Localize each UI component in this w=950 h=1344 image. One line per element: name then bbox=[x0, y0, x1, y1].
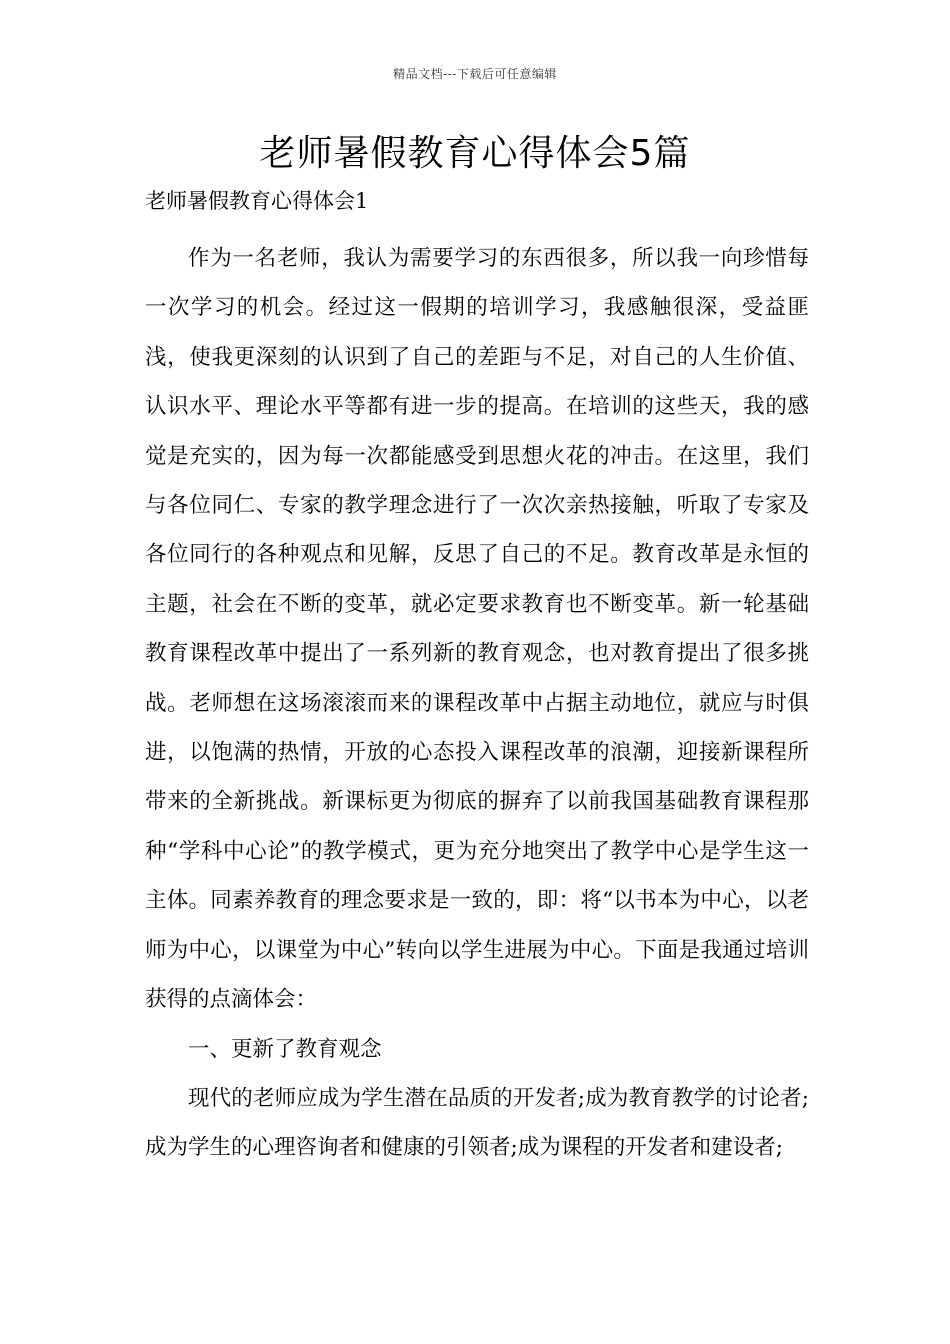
section-heading: 老师暑假教育心得体会1 bbox=[145, 189, 369, 213]
header-note: 精品文档---下载后可任意编辑 bbox=[393, 67, 557, 81]
document-body bbox=[145, 234, 809, 1173]
subheading-update-concepts: 一、更新了教育观念 bbox=[188, 1036, 382, 1062]
paragraph-intro: 作为一名老师，我认为需要学习的东西很多，所以我一向珍惜每一次学习的机会。经过这一假期的培训学习，我感触很深，受益匪浅，使我更深刻的认识到了自己的差距与不足，对自己的人生价值、认识水平、理论水平等都有进一步的提高。在培训的这些天，我的感觉是充实的，因为每一次都能感受到思想火花的冲击。在这里，我们与各位同仁、专家的教学理念进行了一次次亲热接触，听取了专家及各位同行的各种观点和见解，反思了自己的不足。教育改革是永恒的主题，社会在不断的变革，就必定要求教育也不断变革。新一轮基础教育课程改革中提出了一系列新的教育观念，也对教育提出了很多挑战。老师想在这场滚滚而来的课程改革中占据主动地位，就应与时俱进，以饱满的热情，开放的心态投入课程改革的浪潮，迎接新课程所带来的全新挑战。新课标更为彻底的摒弃了以前我国基础教育课程那种“学科中心论”的教学模式，更为充分地突出了教学中心是学生这一主体。同素养教育的理念要求是一致的，即：将“以书本为中心，以老师为中心，以课堂为中心”转向以学生进展为中心。下面是我通过培训获得的点滴体会： bbox=[145, 246, 809, 1013]
paragraph-modern-teacher: 现代的老师应成为学生潜在品质的开发者;成为教育教学的讨论者;成为学生的心理咨询者和健康的引领者;成为课程的开发者和建设者; bbox=[145, 1085, 809, 1161]
document-title: 老师暑假教育心得体会5篇 bbox=[259, 133, 691, 174]
